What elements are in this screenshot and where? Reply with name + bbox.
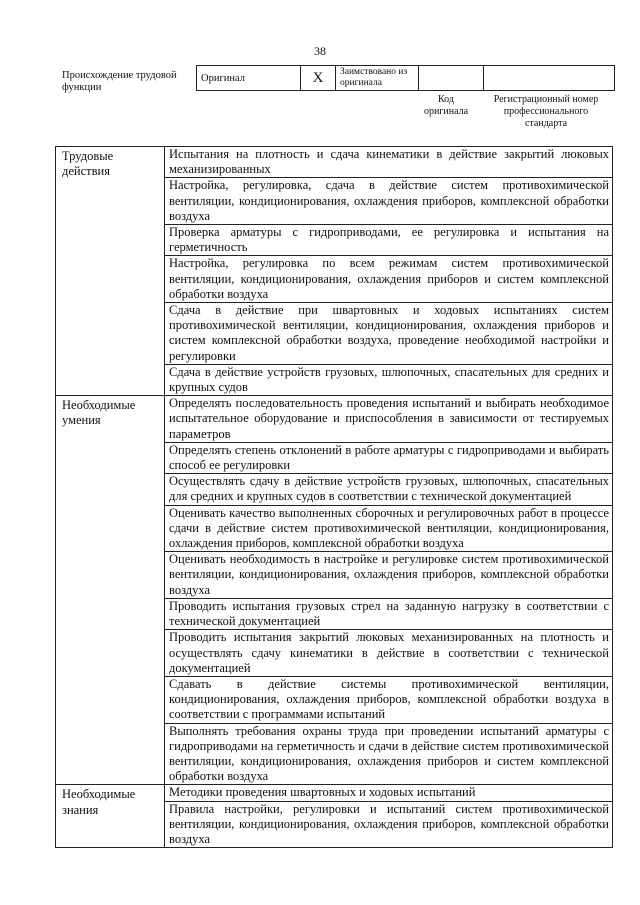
section-category: Необходимые умения [56, 396, 165, 785]
function-table [55, 146, 613, 848]
section-item: Определять последовательность проведения испытаний и выбирать необходимое испытательное оборудование и приспособления в зависимости от тестируемых параметров [165, 396, 613, 443]
section-item: Настройка, регулировка, сдача в действие систем противохимической вентиляции, кондиционирования, охлаждения приборов, комплексной обработки воздуха [165, 178, 613, 225]
section-item: Выполнять требования охраны труда при проведении испытаний арматуры с гидроприводами на герметичность и сдачи в действие систем противохимической вентиляции, кондиционирования, охлаждения приборов и систем комплексной обработки воздуха [165, 723, 613, 785]
section-item: Оценивать качество выполненных сборочных и регулировочных работ в процессе сдачи в действие систем противохимической вентиляции, кондиционирования, охлаждения приборов, комплексной обработки воздуха [165, 505, 613, 552]
section-category: Необходимые знания [56, 785, 165, 848]
origin-table [196, 65, 615, 91]
page-number: 38 [314, 44, 326, 58]
original-cell: Оригинал [197, 66, 301, 91]
section-item: Проводить испытания закрытий люковых механизированных на плотность и осуществлять сдачу кинематики в действие в соответствии с технической документацией [165, 630, 613, 677]
section-item: Настройка, регулировка по всем режимам систем противохимической вентиляции, кондиционирования, охлаждения приборов и систем комплексной обработки воздуха [165, 256, 613, 303]
section-category: Трудовые действия [56, 147, 165, 396]
section-item: Методики проведения швартовных и ходовых испытаний [165, 785, 613, 801]
code-cell [419, 66, 484, 91]
table-row [56, 785, 613, 801]
reg-number-cell [484, 66, 615, 91]
section-item: Сдавать в действие системы противохимической вентиляции, кондиционирования, охлаждения приборов, комплексной обработки воздуха в соответствии с программами испытаний [165, 676, 613, 723]
reg-caption: Регистрационный номер профессионального стандарта [493, 94, 599, 129]
section-item: Оценивать необходимость в настройке и регулировке систем противохимической вентиляции, кондиционирования, охлаждения приборов, комплексной обработки воздуха [165, 552, 613, 599]
section-item: Сдача в действие при швартовных и ходовых испытаниях систем противохимической вентиляции, кондиционирования, охлаждения приборов и систем комплексной обработки воздуха, проведение необходимой настройки и регулировки [165, 303, 613, 365]
section-item: Правила настройки, регулировки и испытаний систем противохимической вентиляции, кондиционирования, охлаждения приборов, комплексной обработки воздуха [165, 801, 613, 848]
code-caption: Код оригинала [423, 94, 469, 117]
section-item: Сдача в действие устройств грузовых, шлюпочных, спасательных для средних и крупных судов [165, 364, 613, 395]
table-row [56, 396, 613, 443]
section-item: Осуществлять сдачу в действие устройств грузовых, шлюпочных, спасательных для средних и крупных судов в соответствии с технической документацией [165, 474, 613, 505]
origin-label: Происхождение трудовой функции [62, 70, 177, 93]
section-item: Испытания на плотность и сдача кинематики в действие закрытий люковых механизированных [165, 147, 613, 178]
borrowed-cell: Заимствовано из оригинала [336, 66, 419, 91]
original-mark: X [301, 66, 336, 91]
section-item: Проводить испытания грузовых стрел на заданную нагрузку в соответствии с технической документацией [165, 598, 613, 629]
section-item: Определять степень отклонений в работе арматуры с гидроприводами и выбирать способ ее регулировки [165, 442, 613, 473]
table-row [56, 147, 613, 178]
section-item: Проверка арматуры с гидроприводами, ее регулировка и испытания на герметичность [165, 225, 613, 256]
